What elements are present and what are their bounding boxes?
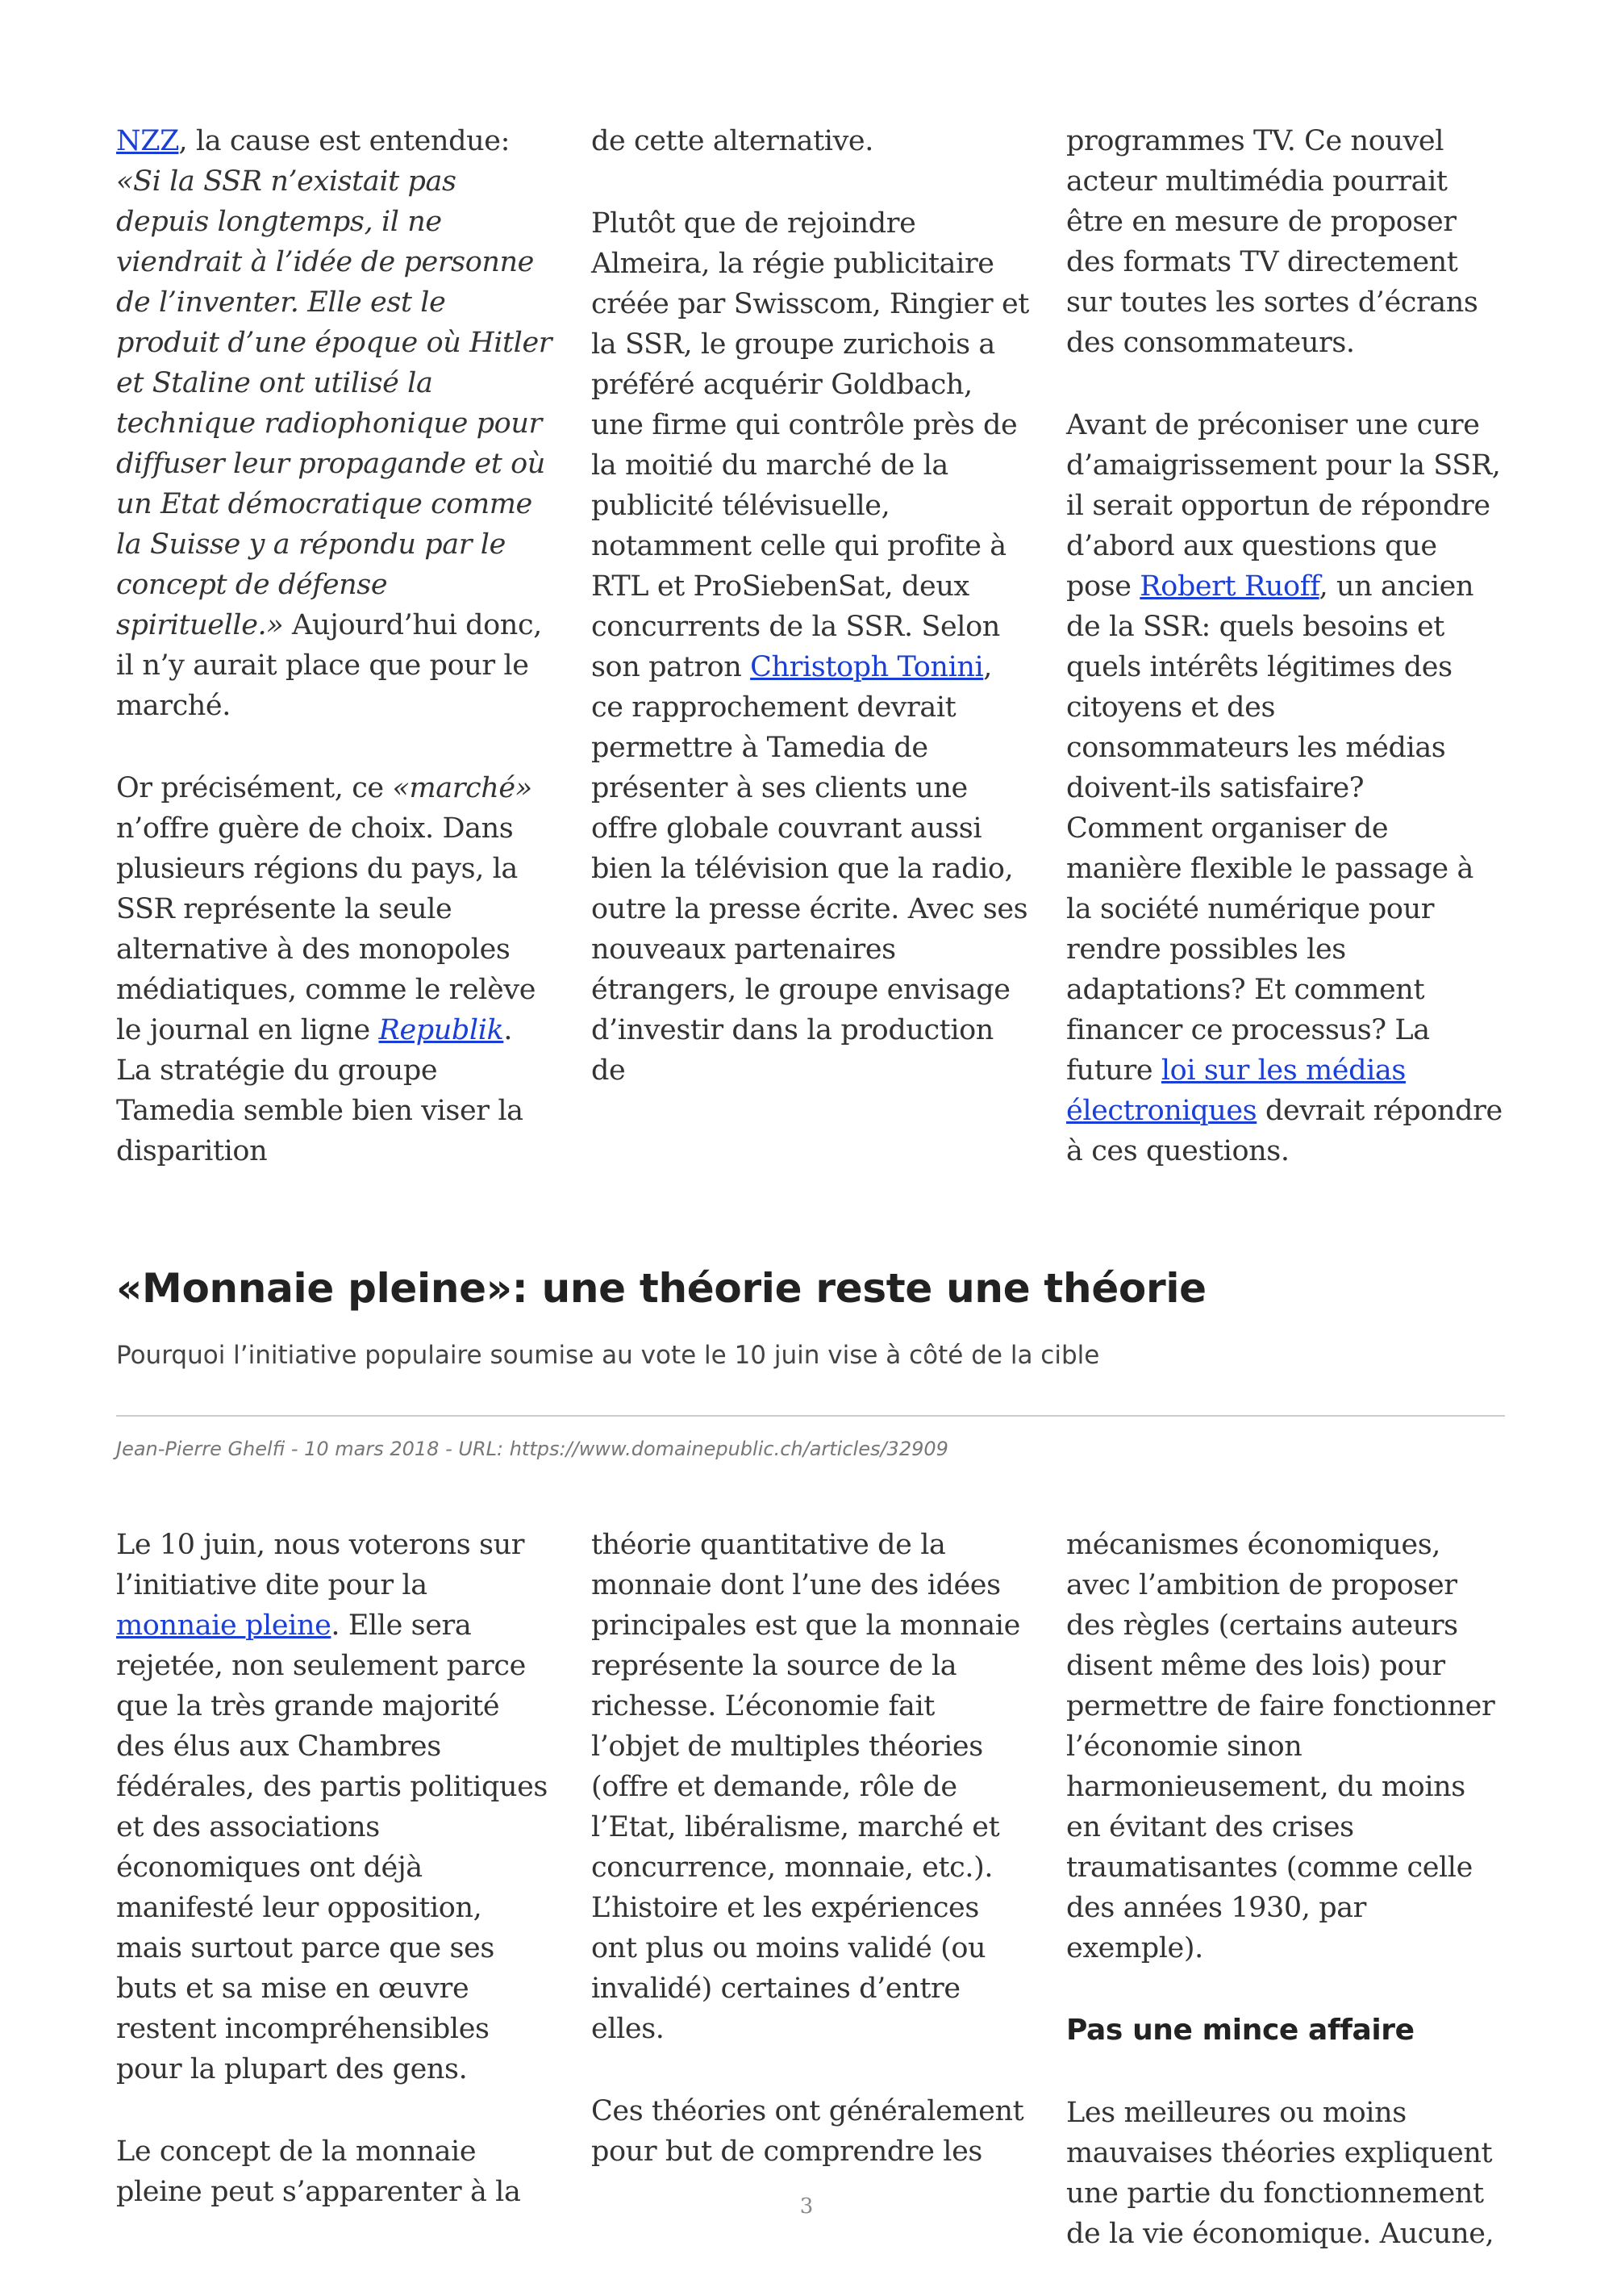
link-christoph-tonini[interactable]: Christoph Tonini — [750, 651, 984, 683]
paragraph: mécanismes économiques, avec l’ambition de proposer des règles (certains auteurs disent même des lois) pour permettre de faire fonctionner l’économie sinon harmonieusement, du moins en évitant des crises traumatisantes (comme celle des années 1930, par exemple). — [1066, 1529, 1495, 1964]
text: , ce rapprochement devrait permettre à Tamedia de présenter à ses clients une offre globale couvrant aussi bien la télévision que la radio, outre la presse écrite. Avec ses nouveaux partenaires étrangers, le groupe envisage d’investir dans la production de — [591, 651, 1028, 1087]
page-number: 3 — [799, 2194, 814, 2219]
column-3 — [1066, 121, 1506, 1213]
paragraph — [116, 121, 556, 726]
text: Or précisément, ce — [116, 772, 393, 804]
article-continuation-columns — [116, 121, 1506, 1213]
paragraph — [116, 768, 556, 1171]
text: Aujourd’hui donc, il n’y aurait place que pour le marché. — [116, 609, 542, 722]
column-2 — [591, 1525, 1031, 2296]
link-monnaie-pleine[interactable]: monnaie pleine — [116, 1609, 331, 1642]
column-2 — [591, 121, 1031, 1213]
article-body-columns — [116, 1525, 1506, 2296]
link-robert-ruoff[interactable]: Robert Ruoff — [1140, 570, 1319, 603]
text: n’offre guère de choix. Dans plusieurs régions du pays, la SSR représente la seule alternative à des monopoles médiatiques, comme le relève le journal en ligne — [116, 812, 536, 1046]
paragraph: programmes TV. Ce nouvel acteur multimédia pourrait être en mesure de proposer des formats TV directement sur toutes les sortes d’écrans des consommateurs. — [1066, 125, 1478, 359]
column-1 — [116, 1525, 556, 2296]
quote: «Si la SSR n’existait pas depuis longtemps, il ne viendrait à l’idée de personne de l’inventer. Elle est le produit d’une époque où Hitler et Staline ont utilisé la technique radiophonique pour diffuser leur propagande et où un Etat démocratique comme la Suisse y a répondu par le concept de défense spirituelle.» — [116, 165, 552, 641]
article-byline: Jean-Pierre Ghelfi - 10 mars 2018 - URL: https://www.domainepublic.ch/articles/32909 — [116, 1438, 948, 1460]
link-loi-medias[interactable]: loi sur les médias électroniques — [1066, 1054, 1406, 1127]
text: . Elle sera rejetée, non seulement parce que la très grande majorité des élus aux Chambres fédérales, des partis politiques et des associations économiques ont déjà manifesté leur opposition, mais surtout parce que ses buts et sa mise en œuvre restent incompréhensibles pour la plupart des gens. — [116, 1609, 548, 2085]
divider — [116, 1415, 1505, 1417]
text: , un ancien de la SSR: quels besoins et quels intérêts légitimes des citoyens et des consommateurs les médias doivent-ils satisfaire? Comment organiser de manière flexible le passage à la société numérique pour rendre possibles les adaptations? Et comment financer ce processus? La future — [1066, 570, 1474, 1087]
paragraph: Le concept de la monnaie pleine peut s’apparenter à la — [116, 2135, 521, 2208]
paragraph: théorie quantitative de la monnaie dont l’une des idées principales est que la monnaie représente la source de la richesse. L’économie fait l’objet de multiples théories (offre et demande, rôle de l’Etat, libéralisme, marché et concurrence, monnaie, etc.). L’histoire et les expériences ont plus ou moins validé (ou invalidé) certaines d’entre elles. — [591, 1529, 1020, 2045]
section-heading: Pas une mince affaire — [1066, 2014, 1415, 2047]
emphasis: «marché» — [392, 772, 532, 804]
text: Le 10 juin, nous voterons sur l’initiative dite pour la — [116, 1529, 525, 1601]
paragraph: de cette alternative. — [591, 125, 873, 157]
article-title: «Monnaie pleine»: une théorie reste une théorie — [116, 1265, 1207, 1312]
paragraph: Ces théories ont généralement pour but de comprendre les — [591, 2095, 1024, 2168]
text: Plutôt que de rejoindre Almeira, la régie publicitaire créée par Swisscom, Ringier et la SSR, le groupe zurichois a préféré acquérir Goldbach, une firme qui contrôle près de la moitié du marché de la publicité télévisuelle, notamment celle qui profite à RTL et ProSiebenSat, deux concurrents de la SSR. Selon son patron — [591, 207, 1029, 683]
text: . La stratégie du groupe Tamedia semble bien viser la disparition — [116, 1014, 523, 1167]
text: Avant de préconiser une cure d’amaigrissement pour la SSR, il serait opportun de répondre d’abord aux questions que pose — [1066, 409, 1501, 603]
link-republik[interactable]: Republik — [378, 1014, 504, 1046]
text: devrait répondre à ces questions. — [1066, 1095, 1503, 1167]
column-3 — [1066, 1525, 1506, 2296]
text: , la cause est entendue: — [178, 125, 510, 157]
column-1 — [116, 121, 556, 1213]
link-nzz[interactable]: NZZ — [116, 125, 179, 157]
article-subtitle: Pourquoi l’initiative populaire soumise au vote le 10 juin vise à côté de la cible — [116, 1341, 1100, 1370]
paragraph — [116, 1525, 556, 2089]
paragraph — [591, 203, 1031, 1091]
paragraph — [1066, 405, 1506, 1171]
paragraph: Les meilleures ou moins mauvaises théories expliquent une partie du fonctionnement de la vie économique. Aucune, — [1066, 2097, 1494, 2250]
